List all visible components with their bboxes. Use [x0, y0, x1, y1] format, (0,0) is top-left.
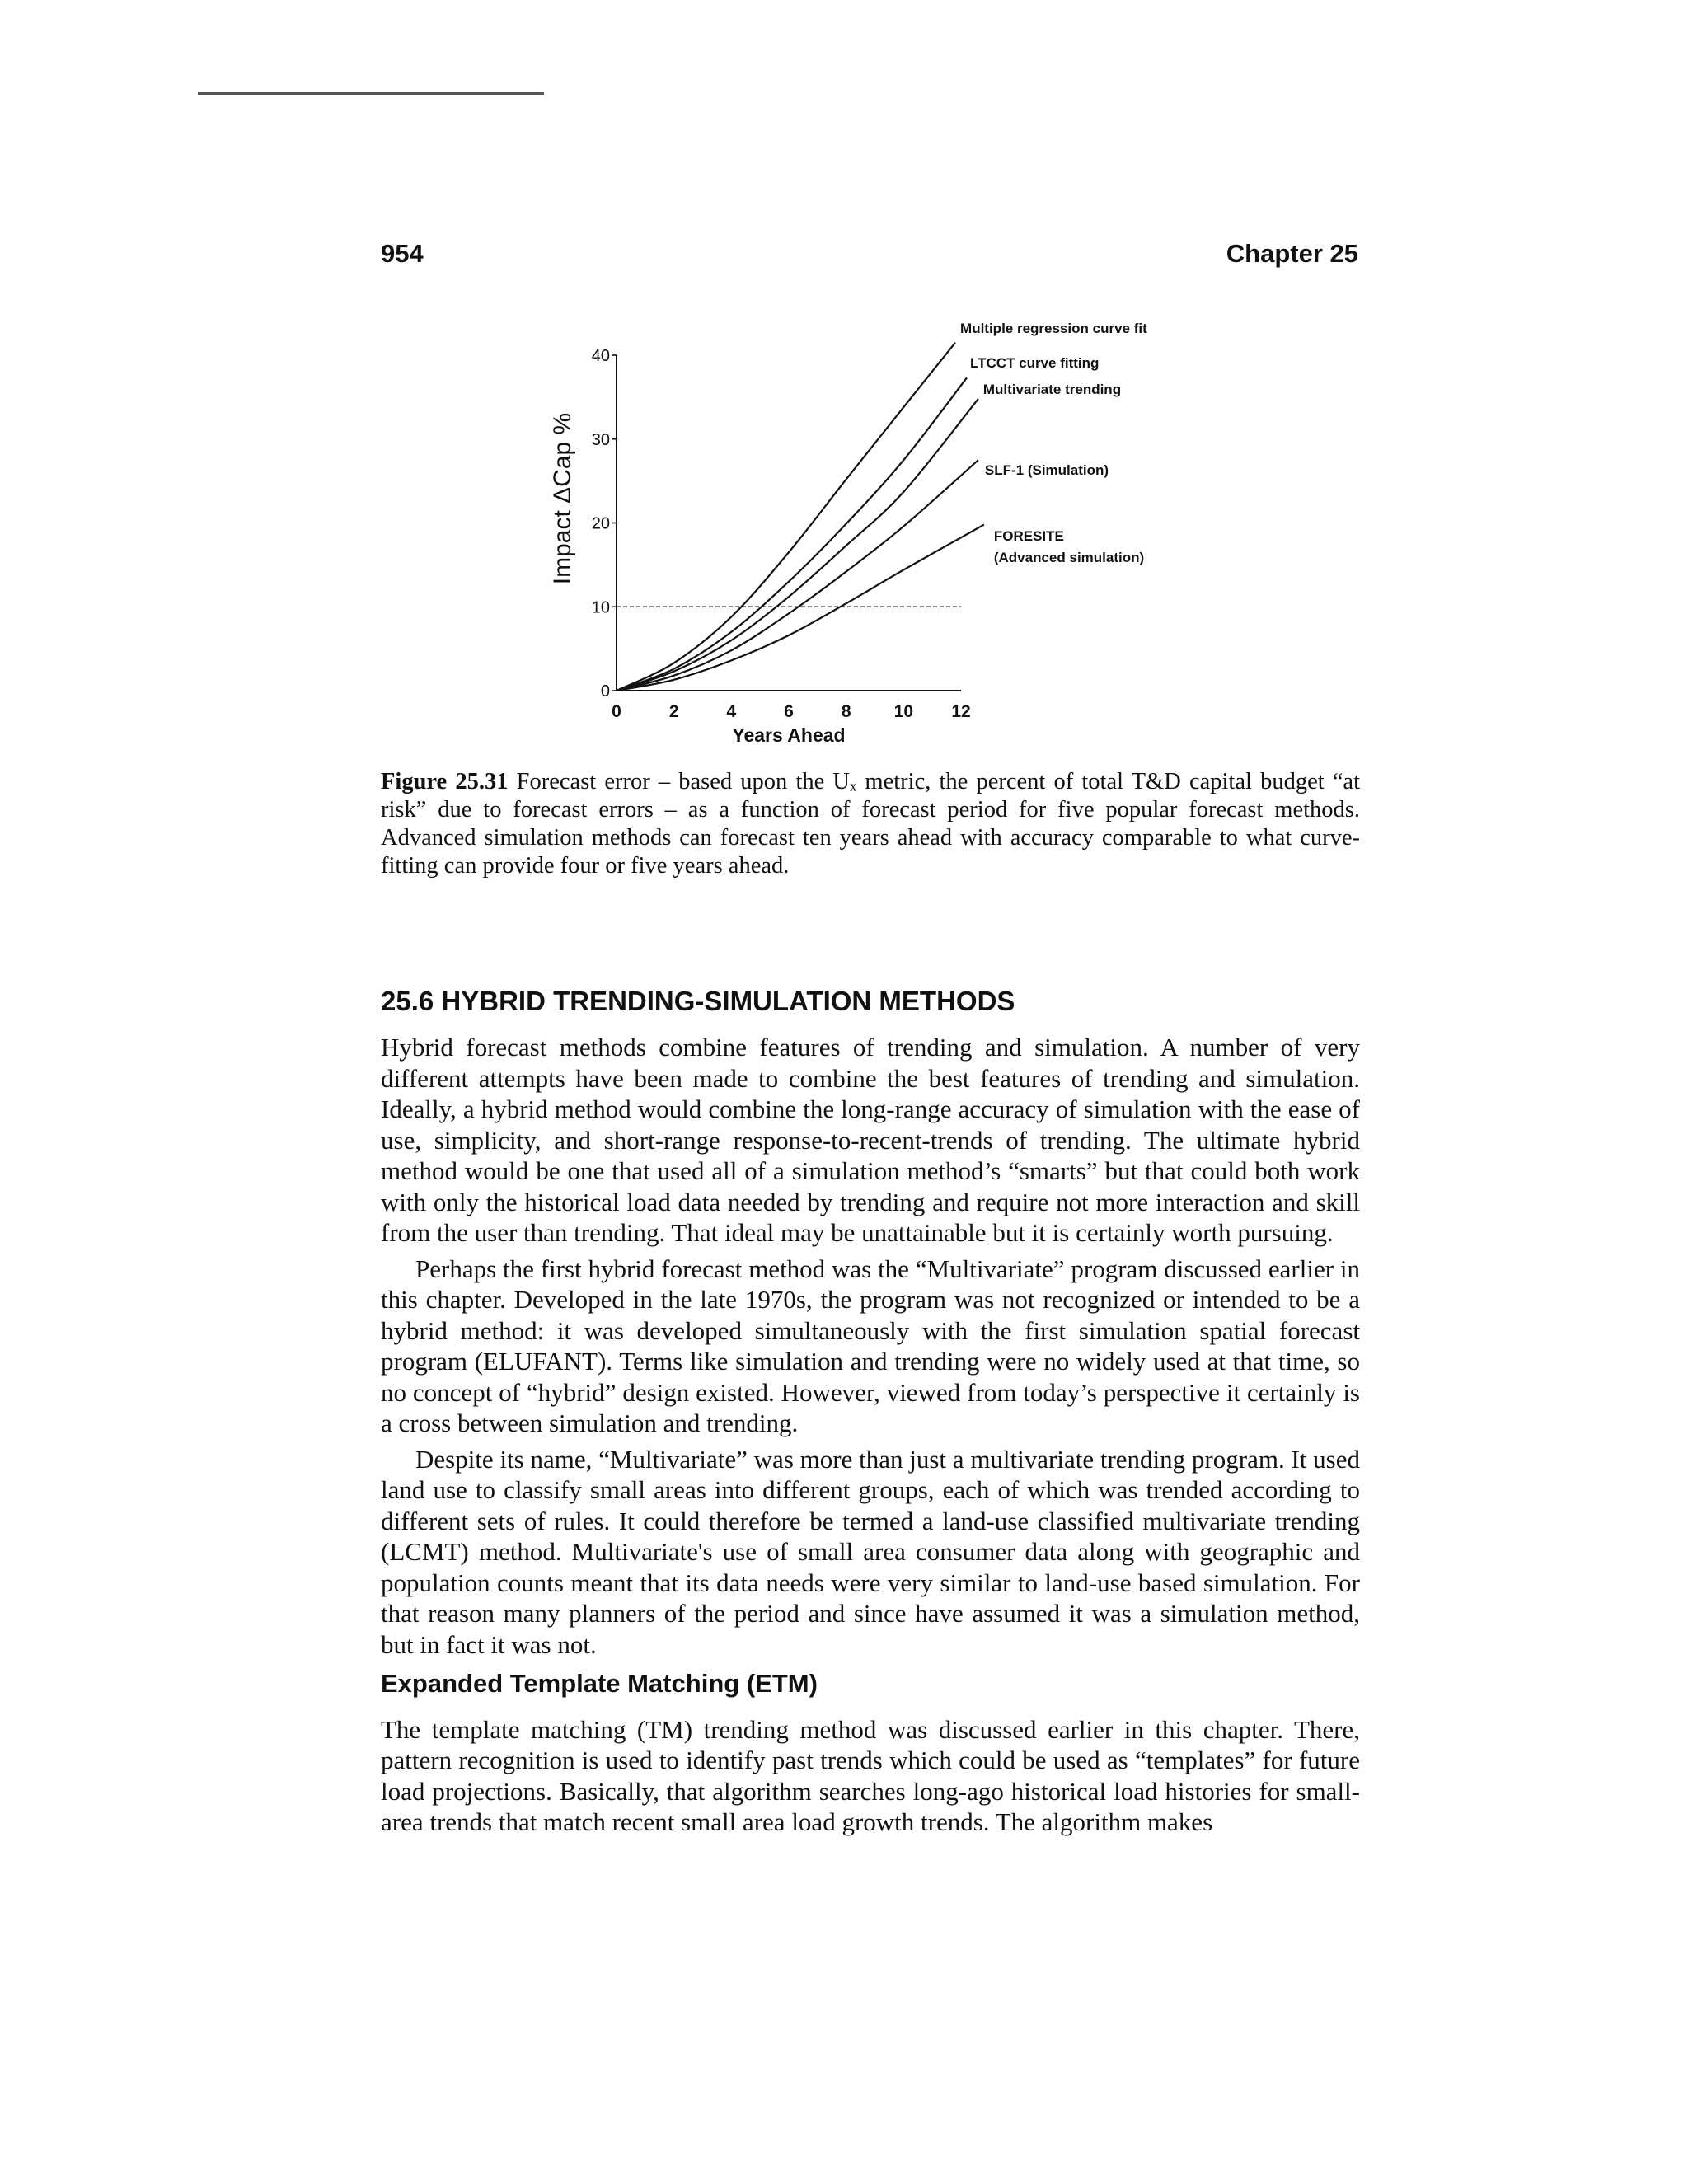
figure-label: Figure 25.31 — [381, 769, 509, 794]
section-heading: 25.6 HYBRID TRENDING-SIMULATION METHODS — [381, 986, 1015, 1016]
chart-ticks — [592, 347, 971, 721]
paragraph: Hybrid forecast methods combine features of trending and simulation. A number of very different attempts have been made to combine the best features of trending and simulation. Ideally, a hybrid method would combine the long-range accuracy of simulation with the ease of use, simplicity, and short-range response-to-recent-trends of trending. The ultimate hybrid method would be one that used all of a simulation method’s “smarts” but that could both work with only the historical load data needed by trending and require not more interaction and skill from the user than trending. That ideal may be unattainable but it is certainly worth pursuing. — [381, 1033, 1360, 1247]
x-tick-label: 10 — [893, 702, 914, 721]
y-axis-label: Impact ΔCap % — [549, 412, 576, 585]
series-line — [617, 460, 978, 691]
header-rule — [198, 92, 544, 95]
chapter-title: Chapter 25 — [1226, 239, 1358, 268]
annotation-label: Multiple regression curve fit — [960, 321, 1147, 336]
series-line — [617, 377, 967, 691]
forecast-error-chart — [519, 313, 1212, 750]
x-axis-label: Years Ahead — [732, 724, 846, 746]
annotation-label: (Advanced simulation) — [993, 550, 1145, 565]
y-tick-label: 30 — [591, 430, 610, 449]
annotation-label: Multivariate trending — [982, 382, 1122, 397]
page-number: 954 — [381, 239, 424, 268]
y-tick-label: 0 — [600, 682, 610, 701]
x-tick-label: 6 — [784, 702, 794, 721]
paragraph: The template matching (TM) trending method was discussed earlier in this chapter. There, pattern recognition is used to identify past trends which could be used as “templates” for future load projections. Basically, that algorithm searches long-ago historical load histories for small-area trends that match recent small area load growth trends. The algorithm makes — [381, 1714, 1360, 1836]
annotation-label: SLF-1 (Simulation) — [984, 462, 1109, 478]
body-text — [381, 1032, 1360, 1843]
chart-axes — [617, 355, 961, 691]
x-tick-label: 12 — [951, 702, 971, 721]
figure-caption — [381, 768, 1360, 880]
paragraph: Perhaps the first hybrid forecast method was the “Multivariate” program discussed earlier in this chapter. Developed in the late 1970s, the program was not recognized or intended to be a hybrid method: it was developed simultaneously with the first simulation spatial forecast program (ELUFANT). Terms like simulation and trending were no widely used at that time, so no concept of “hybrid” design existed. However, viewed from today’s perspective it certainly is a cross between simulation and trending. — [381, 1254, 1360, 1437]
y-tick-label: 20 — [591, 514, 610, 533]
x-tick-label: 4 — [726, 702, 737, 721]
subsection-heading: Expanded Template Matching (ETM) — [381, 1669, 818, 1698]
y-tick-label: 40 — [591, 347, 610, 365]
y-tick-label: 10 — [591, 598, 610, 617]
chart-series — [617, 343, 984, 691]
x-tick-label: 8 — [841, 702, 851, 721]
series-line — [617, 399, 978, 691]
chart-annotations — [960, 321, 1147, 565]
caption-text: Forecast error – based upon the Uₓ metric, the percent of total T&D capital budget “at risk” due to forecast errors – as a function of forecast period for five popular forecast methods. Advanced simulation methods can forecast ten years ahead with accuracy comparable to what curve-fitting can provide four or five years ahead. — [381, 769, 1360, 879]
paragraph: Despite its name, “Multivariate” was more than just a multivariate trending program. It used land use to classify small areas into different groups, each of which was trended according to different sets of rules. It could therefore be termed a land-use classified multivariate trending (LCMT) method. Multivariate's use of small area consumer data along with geographic and population counts meant that its data needs were very similar to land-use based simulation. For that reason many planners of the period and since have assumed it was a simulation method, but in fact it was not. — [381, 1444, 1360, 1659]
annotation-label: FORESITE — [993, 528, 1064, 544]
x-tick-label: 2 — [668, 702, 679, 721]
x-tick-label: 0 — [612, 702, 621, 721]
annotation-label: LTCCT curve fitting — [969, 355, 1100, 371]
series-line — [617, 525, 984, 691]
series-line — [617, 343, 955, 691]
